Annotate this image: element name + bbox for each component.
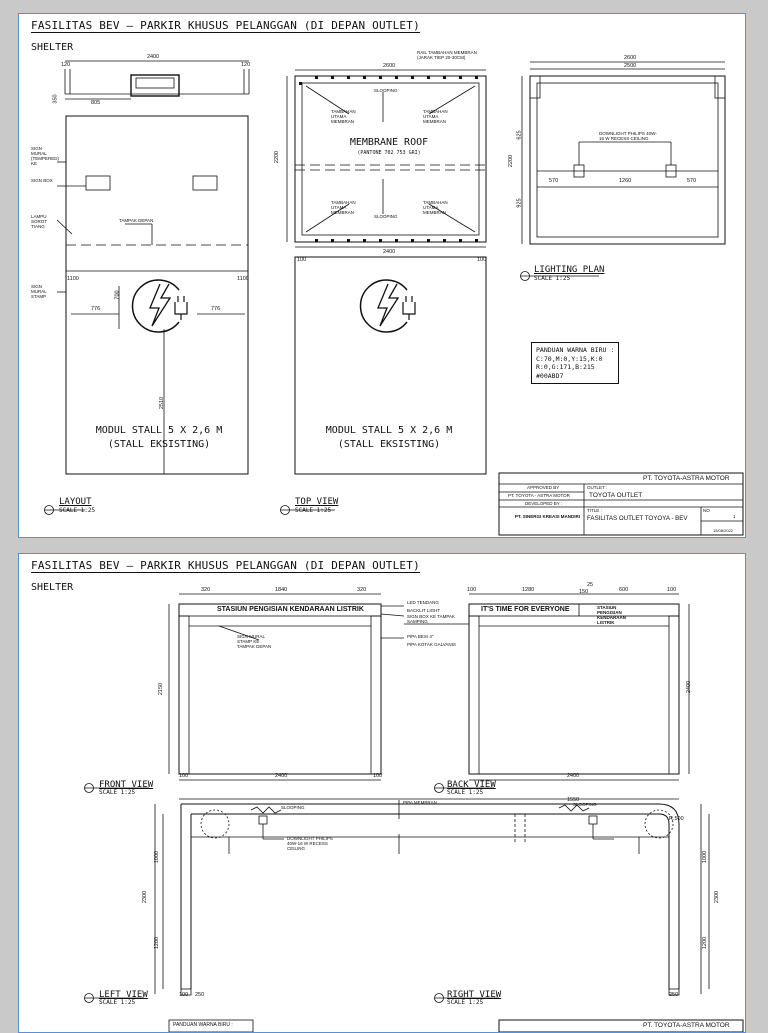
dim-label: 600 [619, 587, 629, 593]
dim-label: 700 [114, 290, 121, 300]
callout-note: TAMBAHAN UTAMA MEMBRAN [331, 200, 356, 215]
tb-no-label: NO [703, 508, 710, 513]
dim-label: 25 [587, 582, 594, 588]
dim-label: 1280 [522, 587, 535, 593]
dim-label: 100 [179, 992, 189, 998]
view-label-top: TOP VIEW [295, 497, 339, 507]
stall-size: MODUL STALL 5 X 2,6 M [325, 425, 453, 436]
callout-note: LED TENDANG [407, 600, 439, 605]
callout-note: PIPA MEMBRAN [403, 800, 437, 805]
view-label-left: LEFT VIEW [99, 990, 148, 1000]
side-frame [181, 804, 679, 989]
dim-label: 150 [579, 589, 589, 595]
dim-label: 2510 [159, 396, 166, 410]
roof-inner [302, 83, 479, 235]
dim-label: 100 [297, 257, 307, 263]
dim-label: 350 [52, 94, 59, 104]
dim-label: 2600 [383, 63, 396, 69]
dim-label: 2500 [624, 63, 637, 69]
dim-label: 120 [61, 62, 71, 68]
dim-label: 925 [516, 198, 523, 208]
callout-note: TAMBAHAN UTAMA MEMBRAN [423, 200, 448, 215]
dim-label: 2400 [383, 249, 396, 255]
color-guide [531, 342, 619, 384]
tb-developed: DEVELOPED BY : [525, 501, 563, 506]
callout-note: RAIL TAMBAHAN MEMBRAN (JARAK TIEP 20-30CM) [417, 50, 477, 60]
roof-spec: (PANTONE 702 753 GRI) [357, 150, 421, 156]
dim-label: 100 [373, 773, 383, 779]
dim-label: 776 [91, 306, 101, 312]
dim-label: 1100 [67, 276, 79, 282]
dim-label: 805 [91, 100, 101, 106]
stall-text-top [309, 424, 469, 452]
slope-label: SLOOPING [281, 805, 305, 810]
dim-label: 570 [687, 178, 697, 184]
back-banner-small: STASIUN PENGISIAN KENDARAAN LISTRIK [597, 605, 626, 625]
dim-label: 2300 [142, 890, 149, 904]
back-post-left [469, 616, 479, 774]
view-label-layout: LAYOUT [59, 497, 92, 507]
tb-company: PT. TOYOTA-ASTRA MOTOR [643, 475, 730, 482]
front-banner-text: STASIUN PENGISIAN KENDARAAN LISTRIK [217, 606, 364, 613]
callout-note: PIPA KOTAK GALVANIS [407, 642, 456, 647]
sign-left [86, 176, 110, 190]
dim-label: 100 [179, 773, 189, 779]
dim-label: 776 [211, 306, 221, 312]
scale-label: SCALE 1:25 [447, 789, 484, 796]
dim-label: 250 [669, 992, 679, 998]
scale-label: SCALE 1:25 [99, 789, 136, 796]
dim-label: 1840 [275, 587, 288, 593]
dim-label: 570 [549, 178, 559, 184]
drawing-sheet-1 [18, 13, 746, 538]
downlight-right [589, 816, 597, 824]
stall-layout [66, 116, 248, 474]
callout-note: SIGN MURAL (TEMPERED) KE [31, 146, 59, 166]
scale-label: SCALE 1:25 [534, 275, 571, 282]
dim-label: 2200 [508, 154, 515, 168]
slope-label: SLOOPING [573, 802, 597, 807]
dim-label: 250 [195, 992, 205, 998]
scale-label: SCALE 1:25 [447, 999, 484, 1006]
view-label-right: RIGHT VIEW [447, 990, 502, 1000]
dim-label: 1000 [702, 850, 709, 864]
scale-label: SCALE 1:25 [99, 999, 136, 1006]
sign-right [193, 176, 217, 190]
back-banner-text: IT'S TIME FOR EVERYONE [481, 606, 570, 613]
dim-label: 2400 [567, 773, 580, 779]
callout-note: SIGN MURAL STAMP KE TAMPAK DEPAN [237, 634, 272, 649]
dim-label: 320 [201, 587, 211, 593]
dim-label: 2150 [158, 682, 165, 696]
view-label-lighting: LIGHTING PLAN [534, 265, 605, 275]
tb-logo: PT. SINERGI KREASI MANDIRI [515, 514, 581, 519]
callout-note: TAMPAK DEPAN [119, 218, 154, 223]
dim-label: 625 [516, 130, 523, 140]
sheet-subtitle: SHELTER [31, 582, 74, 593]
dim-label: 2400 [686, 680, 693, 694]
stall-note: (STALL EKSISTING) [337, 439, 441, 450]
dim-label: 1260 [619, 178, 632, 184]
callout-note: SIGN MURAL STAMP [31, 284, 47, 299]
scale-label: SCALE 1:25 [295, 507, 332, 514]
tb-title-label: TITLE : [587, 508, 602, 513]
stall-note: (STALL EKSISTING) [107, 439, 211, 450]
callout-note: TAMBAHAN UTAMA MEMBRAN [423, 109, 448, 124]
dim-label: 2600 [624, 55, 637, 61]
tb-approved-value: PT. TOYOTA - ASTRA MOTOR [508, 493, 570, 498]
callout-note: BACKLIT LIGHT [407, 608, 441, 613]
back-post-right [669, 616, 679, 774]
downlight-left [259, 816, 267, 824]
dim-label: 1200 [702, 936, 709, 950]
view-label-back: BACK VIEW [447, 780, 496, 790]
back-frame [469, 604, 679, 774]
dim-label: 320 [357, 587, 367, 593]
dim-label: 1200 [154, 936, 161, 950]
view-label-front: FRONT VIEW [99, 780, 154, 790]
slope-label: SLOOPING [374, 88, 398, 93]
stall-text [79, 424, 239, 452]
dim-label: R.500 [669, 816, 684, 822]
color-guide-title: PANDUAN WARNA BIRU : [536, 346, 615, 354]
tb-outlet-value: TOYOTA OUTLET [589, 492, 643, 499]
tb-outlet-label: OUTLET : [587, 485, 608, 490]
callout-note: DOWNLIGHT PHILIPS 40W-16 W RECESS CEILING [599, 131, 657, 141]
front-post-left [179, 616, 189, 774]
dim-label: 120 [241, 62, 251, 68]
front-frame [179, 604, 381, 774]
sheet-subtitle: SHELTER [31, 42, 74, 53]
slope-label: SLOOPING [374, 214, 398, 219]
color-rgb: R:0,G:171,B:215 [536, 363, 595, 371]
tb-title-value: FASILITAS OUTLET TOYOYA - BEV [587, 515, 688, 522]
scale-label: SCALE 1:25 [59, 507, 96, 514]
roof-title: MEMBRANE ROOF [349, 137, 429, 148]
tb-no-value: 1 [733, 514, 736, 519]
stall-size: MODUL STALL 5 X 2,6 M [95, 425, 223, 436]
callout-note: SIGN BOX [31, 178, 53, 183]
dim-label: 1100 [237, 276, 249, 282]
callout-note: LAMPU SOROT TIANG [31, 214, 47, 229]
ev-charging-icon-top [361, 280, 415, 332]
dim-label: 1000 [154, 850, 161, 864]
color-hex: #00ABD7 [536, 371, 564, 380]
color-guide-title: PANDUAN WARNA BIRU : [173, 1022, 233, 1028]
membrane-roof-label [319, 136, 459, 157]
ev-charging-icon [133, 280, 187, 332]
dim-label: 2300 [714, 890, 721, 904]
sheet-title: FASILITAS BEV – PARKIR KHUSUS PELANGGAN (DI DEPAN OUTLET) [31, 559, 420, 572]
lighting-frame [530, 76, 725, 244]
dim-label: 2200 [274, 150, 281, 164]
dim-label: 2400 [275, 773, 288, 779]
dim-label: 100 [477, 257, 487, 263]
callout-note: SIGN BOX KE TAMPAK SAMPING [407, 614, 456, 624]
callout-note: TAMBAHAN UTAMA MEMBRAN [331, 109, 356, 124]
callout-note: DOWNLIGHT PHILIPS 40W-16 W RECESS CEILING [287, 836, 333, 851]
tb-company: PT. TOYOTA-ASTRA MOTOR [643, 1022, 730, 1029]
sheet-title: FASILITAS BEV – PARKIR KHUSUS PELANGGAN (DI DEPAN OUTLET) [31, 19, 420, 32]
color-cmyk: C:70,M:0,Y:15,K:0 [536, 354, 603, 363]
callout-note: PIPA BESI 4" [407, 634, 434, 639]
dim-label: 100 [467, 587, 477, 593]
dim-label: 2400 [147, 54, 160, 60]
front-post-right [371, 616, 381, 774]
drawing-sheet-2 [18, 553, 746, 1033]
dim-label: 100 [667, 587, 677, 593]
tb-approved: APPROVED BY [527, 485, 560, 490]
dim-label: 1550 [567, 797, 580, 803]
tb-date: 15/08/2022 [713, 528, 734, 533]
